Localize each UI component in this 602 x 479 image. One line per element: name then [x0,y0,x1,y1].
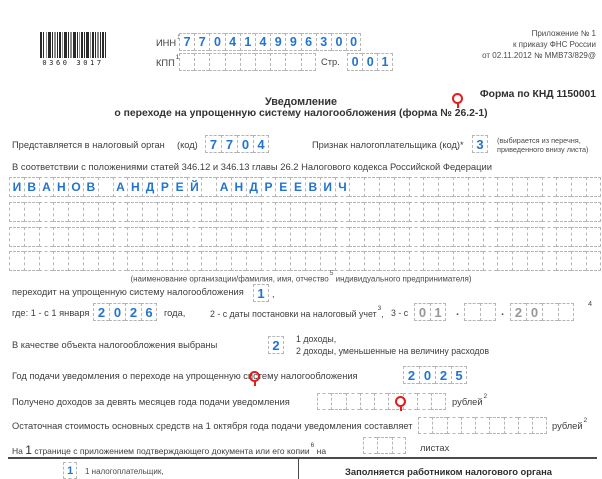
char-cell[interactable] [24,202,39,222]
attribute-note-line2: приведенного внизу листа) [497,145,589,154]
char-cell[interactable]: 1 [377,53,392,71]
bottom-separator-line [8,457,597,459]
char-cell[interactable] [374,393,388,410]
char-cell[interactable] [423,227,438,247]
char-cell[interactable] [586,227,601,247]
char-cell[interactable] [209,53,224,71]
char-cell[interactable] [172,202,187,222]
char-cell[interactable] [394,227,409,247]
char-cell[interactable] [142,227,157,247]
char-cell[interactable] [453,251,468,271]
knd-code: Форма по КНД 1150001 [479,89,596,100]
char-cell[interactable] [335,251,350,271]
char-cell[interactable] [497,177,512,197]
char-cell[interactable] [497,251,512,271]
char-cell[interactable] [556,177,571,197]
name-caption: (наименование организации/фамилия, имя, отчество$^5$ индивидуального предпринимателя) [130,270,472,284]
char-cell[interactable]: Ч [335,177,350,197]
char-cell[interactable] [346,393,360,410]
char-cell[interactable]: 4 [253,135,269,153]
transition-label: переходит на упрощенную систему налогообложения [12,287,244,297]
char-cell[interactable] [363,437,377,454]
date-option2-label: 2 - с даты постановки на налоговый учет$^3$, [210,305,384,319]
char-cell[interactable] [275,251,290,271]
char-cell[interactable] [24,251,39,271]
char-cell[interactable] [527,227,542,247]
char-cell[interactable]: Н [231,177,246,197]
char-cell[interactable] [409,251,424,271]
char-cell[interactable] [349,202,364,222]
char-cell[interactable]: И [9,177,24,197]
char-cell[interactable]: В [305,177,320,197]
char-cell[interactable] [483,202,498,222]
char-cell[interactable] [468,251,483,271]
char-cell[interactable] [379,177,394,197]
red-pin-marker [452,93,463,104]
char-cell[interactable]: В [83,177,98,197]
char-cell[interactable] [394,251,409,271]
char-cell[interactable]: 1 [63,462,77,479]
char-cell[interactable] [489,417,503,434]
char-cell[interactable] [349,227,364,247]
date-dot-1: . [456,306,460,318]
char-cell[interactable] [480,303,496,321]
char-cell[interactable] [483,251,498,271]
char-cell[interactable] [423,251,438,271]
authority-code-label: (код) [177,140,198,150]
income-unit-label: рублей$^2$ [452,393,488,408]
char-cell[interactable]: Е [275,177,290,197]
income-label: Получено доходов за девять месяцев года подачи уведомления [12,397,290,407]
object-option1-label: 1 доходы, [296,334,337,344]
char-cell[interactable] [53,202,68,222]
char-cell[interactable]: 7 [179,33,194,51]
char-cell[interactable] [83,227,98,247]
char-cell[interactable] [512,202,527,222]
char-cell[interactable]: 0 [209,33,224,51]
char-cell[interactable]: Д [246,177,261,197]
date-day-field[interactable] [414,303,446,321]
name-row-2[interactable] [9,202,601,222]
char-cell[interactable] [320,227,335,247]
page-number-label: Стр. [321,57,340,67]
char-cell[interactable] [216,202,231,222]
char-cell[interactable]: 0 [362,53,377,71]
date-year-field[interactable] [510,303,574,321]
char-cell[interactable] [423,202,438,222]
filing-year-field[interactable] [403,366,467,384]
char-cell[interactable] [377,437,391,454]
char-cell[interactable] [392,437,406,454]
transition-code-field[interactable] [253,284,269,302]
char-cell[interactable] [586,177,601,197]
char-cell[interactable] [468,177,483,197]
char-cell[interactable] [453,227,468,247]
char-cell[interactable] [275,202,290,222]
char-cell[interactable] [261,202,276,222]
name-row-4[interactable] [9,251,601,271]
char-cell[interactable] [98,177,113,197]
char-cell[interactable] [527,177,542,197]
char-cell[interactable] [285,53,300,71]
char-cell[interactable] [571,177,586,197]
char-cell[interactable] [556,227,571,247]
char-cell[interactable]: 0 [526,303,542,321]
char-cell[interactable] [320,251,335,271]
char-cell[interactable]: 0 [414,303,430,321]
char-cell[interactable] [172,227,187,247]
footer-right-title: Заполняется работником налогового органа [345,466,552,477]
pages-count: 1 [25,443,32,457]
char-cell[interactable] [453,177,468,197]
char-cell[interactable] [113,227,128,247]
char-cell[interactable] [360,393,374,410]
char-cell[interactable]: О [68,177,83,197]
char-cell[interactable] [571,227,586,247]
taxpayer-attribute-field[interactable] [472,135,488,153]
char-cell[interactable] [246,251,261,271]
filing-year-label: Год подачи уведомления о переходе на упрощенную систему налогообложения [12,371,358,381]
char-cell[interactable] [290,251,305,271]
char-cell[interactable] [157,227,172,247]
char-cell[interactable] [431,393,445,410]
char-cell[interactable] [320,202,335,222]
char-cell[interactable]: 1 [240,33,255,51]
residual-amount-field[interactable] [418,417,547,434]
char-cell[interactable] [98,251,113,271]
char-cell[interactable] [394,202,409,222]
kpp-field[interactable] [179,53,316,71]
char-cell[interactable] [556,202,571,222]
authority-label: Представляется в налоговый орган [12,140,165,150]
date-month-field[interactable] [464,303,496,321]
char-cell[interactable]: 1 [430,303,446,321]
object-option2-label: 2 доходы, уменьшенные на величину расходов [296,346,490,356]
char-cell[interactable] [201,251,216,271]
appendix-reference: Приложение № 1 к приказу ФНС России от 02.11.2012 № ММВ73/829@ [482,29,596,60]
char-cell[interactable] [542,303,558,321]
char-cell[interactable] [512,177,527,197]
char-cell[interactable] [240,53,255,71]
char-cell[interactable] [127,202,142,222]
char-cell[interactable] [216,251,231,271]
char-cell[interactable] [246,202,261,222]
page-number-field[interactable] [347,53,393,71]
char-cell[interactable] [586,202,601,222]
char-cell[interactable]: Е [290,177,305,197]
char-cell[interactable] [157,202,172,222]
char-cell[interactable] [379,251,394,271]
date-dot-2: . [501,306,505,318]
char-cell[interactable] [290,202,305,222]
char-cell[interactable] [127,251,142,271]
char-cell[interactable]: 1 [253,284,269,302]
form-title-line1: Уведомление [265,96,337,108]
char-cell[interactable]: В [24,177,39,197]
taxpayer-attribute-label: Признак налогоплательщика (код)* [312,140,464,150]
char-cell[interactable] [468,227,483,247]
footer-legend: 1 налогоплательщик, [85,467,164,476]
char-cell[interactable] [261,251,276,271]
char-cell[interactable] [68,251,83,271]
char-cell[interactable]: 6 [141,303,157,321]
char-cell[interactable]: 0 [237,135,253,153]
char-cell[interactable] [527,202,542,222]
char-cell[interactable] [364,202,379,222]
char-cell[interactable]: 3 [472,135,488,153]
char-cell[interactable] [127,227,142,247]
char-cell[interactable] [317,393,331,410]
char-cell[interactable]: 0 [346,33,361,51]
inn-field[interactable] [179,33,361,51]
transition-year-field[interactable] [93,303,157,321]
pages-label: На 1 странице с приложением подтверждающего документа или его копии$^6$ на [12,442,327,457]
char-cell[interactable]: 7 [194,33,209,51]
char-cell[interactable] [409,227,424,247]
residual-label: Остаточная стоимость основных средств на 1 октября года подачи уведомления составляет [12,421,413,431]
char-cell[interactable] [225,53,240,71]
char-cell[interactable] [301,53,316,71]
char-cell[interactable] [305,227,320,247]
char-cell[interactable] [179,53,194,71]
char-cell[interactable] [187,202,202,222]
pages-unit-label: листах [420,443,450,453]
char-cell[interactable] [187,227,202,247]
char-cell[interactable] [461,417,475,434]
transition-comma: , [272,289,275,299]
char-cell[interactable] [379,227,394,247]
footer-code-field[interactable] [63,462,77,479]
date-option3-label: 3 - с [391,308,409,318]
barcode [40,32,106,58]
char-cell[interactable] [9,251,24,271]
char-cell[interactable] [364,227,379,247]
char-cell[interactable] [53,251,68,271]
name-row-3[interactable] [9,227,601,247]
char-cell[interactable] [468,202,483,222]
char-cell[interactable] [512,227,527,247]
attribute-note-line1: (выбирается из перечня, [497,136,581,145]
char-cell[interactable] [571,202,586,222]
char-cell[interactable] [394,177,409,197]
char-cell[interactable] [542,251,557,271]
char-cell[interactable] [68,202,83,222]
char-cell[interactable] [331,393,345,410]
char-cell[interactable]: Н [53,177,68,197]
char-cell[interactable] [142,251,157,271]
char-cell[interactable]: Р [261,177,276,197]
char-cell[interactable] [275,227,290,247]
char-cell[interactable] [542,202,557,222]
char-cell[interactable]: Д [142,177,157,197]
char-cell[interactable] [142,202,157,222]
char-cell[interactable]: 0 [347,53,362,71]
object-label: В качестве объекта налогообложения выбраны [12,340,218,350]
object-code-field[interactable] [268,336,284,354]
char-cell[interactable]: 4 [225,33,240,51]
char-cell[interactable] [571,251,586,271]
char-cell[interactable] [305,202,320,222]
char-cell[interactable] [497,227,512,247]
char-cell[interactable] [68,227,83,247]
char-cell[interactable] [423,177,438,197]
char-cell[interactable] [453,202,468,222]
authority-code-field[interactable] [205,135,269,153]
char-cell[interactable] [270,53,285,71]
char-cell[interactable] [157,251,172,271]
char-cell[interactable] [113,202,128,222]
red-pin-marker [395,396,406,407]
char-cell[interactable] [542,177,557,197]
char-cell[interactable] [53,227,68,247]
char-cell[interactable]: Р [157,177,172,197]
income-amount-field[interactable] [317,393,446,410]
form-title-line2: о переходе на упрощенную систему налогообложения (форма № 26.2-1) [114,108,488,119]
char-cell[interactable] [558,303,574,321]
char-cell[interactable] [216,227,231,247]
char-cell[interactable]: А [113,177,128,197]
char-cell[interactable] [39,227,54,247]
inn-label: ИНН [156,38,177,49]
char-cell[interactable]: 6 [301,33,316,51]
char-cell[interactable]: Е [172,177,187,197]
char-cell[interactable] [349,177,364,197]
char-cell[interactable] [364,177,379,197]
char-cell[interactable] [305,251,320,271]
char-cell[interactable]: 2 [435,366,451,384]
char-cell[interactable]: 7 [205,135,221,153]
char-cell[interactable] [290,227,305,247]
char-cell[interactable] [231,227,246,247]
char-cell[interactable] [409,202,424,222]
char-cell[interactable]: 2 [268,336,284,354]
char-cell[interactable] [113,251,128,271]
date-option1-label: где: 1 - с 1 января [12,308,90,318]
char-cell[interactable] [438,202,453,222]
char-cell[interactable] [586,251,601,271]
char-cell[interactable] [418,417,432,434]
char-cell[interactable]: 2 [125,303,141,321]
char-cell[interactable] [483,227,498,247]
char-cell[interactable] [556,251,571,271]
char-cell[interactable]: Й [187,177,202,197]
char-cell[interactable] [9,202,24,222]
char-cell[interactable] [261,227,276,247]
char-cell[interactable] [83,202,98,222]
char-cell[interactable]: 2 [510,303,526,321]
char-cell[interactable] [98,202,113,222]
char-cell[interactable] [349,251,364,271]
char-cell[interactable] [201,177,216,197]
char-cell[interactable] [335,202,350,222]
char-cell[interactable]: Н [127,177,142,197]
char-cell[interactable] [231,251,246,271]
char-cell[interactable]: 5 [451,366,467,384]
char-cell[interactable]: А [216,177,231,197]
char-cell[interactable]: 9 [285,33,300,51]
char-cell[interactable] [83,251,98,271]
pages-count-field[interactable] [363,437,406,454]
char-cell[interactable] [187,251,202,271]
char-cell[interactable] [39,202,54,222]
char-cell[interactable] [24,227,39,247]
char-cell[interactable] [438,177,453,197]
char-cell[interactable] [512,251,527,271]
red-pin-marker [249,371,260,382]
char-cell[interactable] [432,417,446,434]
char-cell[interactable]: 3 [316,33,331,51]
char-cell[interactable] [39,251,54,271]
law-reference-line: В соответствии с положениями статей 346.12 и 346.13 главы 26.2 Налогового кодекса Российской Федерации [12,161,492,172]
barcode-digits: 0360 3017 [42,59,104,67]
char-cell[interactable] [504,417,518,434]
char-cell[interactable] [542,227,557,247]
bottom-vertical-divider [298,458,299,479]
char-cell[interactable]: А [39,177,54,197]
name-row-1[interactable] [9,177,601,197]
char-cell[interactable]: 2 [403,366,419,384]
char-cell[interactable] [335,227,350,247]
char-cell[interactable] [9,227,24,247]
char-cell[interactable]: 0 [109,303,125,321]
residual-unit-label: рублей$^2$ [552,417,588,432]
char-cell[interactable] [255,53,270,71]
char-cell[interactable] [475,417,489,434]
char-cell[interactable] [447,417,461,434]
char-cell[interactable] [527,251,542,271]
char-cell[interactable] [497,202,512,222]
char-cell[interactable] [417,393,431,410]
char-cell[interactable]: 0 [331,33,346,51]
char-cell[interactable] [364,251,379,271]
char-cell[interactable]: 7 [221,135,237,153]
char-cell[interactable] [409,177,424,197]
char-cell[interactable] [483,177,498,197]
char-cell[interactable]: 9 [270,33,285,51]
char-cell[interactable] [438,251,453,271]
char-cell[interactable] [98,227,113,247]
char-cell[interactable] [438,227,453,247]
year-suffix-label: года, [164,308,186,318]
char-cell[interactable] [201,227,216,247]
char-cell[interactable]: 2 [93,303,109,321]
char-cell[interactable] [518,417,532,434]
char-cell[interactable]: И [320,177,335,197]
date-footnote-sup: 4 [588,299,593,308]
char-cell[interactable]: 0 [419,366,435,384]
char-cell[interactable] [231,202,246,222]
char-cell[interactable] [532,417,546,434]
char-cell[interactable] [379,202,394,222]
char-cell[interactable] [201,202,216,222]
char-cell[interactable] [246,227,261,247]
kpp-label: КПП$^1$ [156,54,180,69]
char-cell[interactable]: 4 [255,33,270,51]
char-cell[interactable] [464,303,480,321]
char-cell[interactable] [172,251,187,271]
char-cell[interactable] [194,53,209,71]
